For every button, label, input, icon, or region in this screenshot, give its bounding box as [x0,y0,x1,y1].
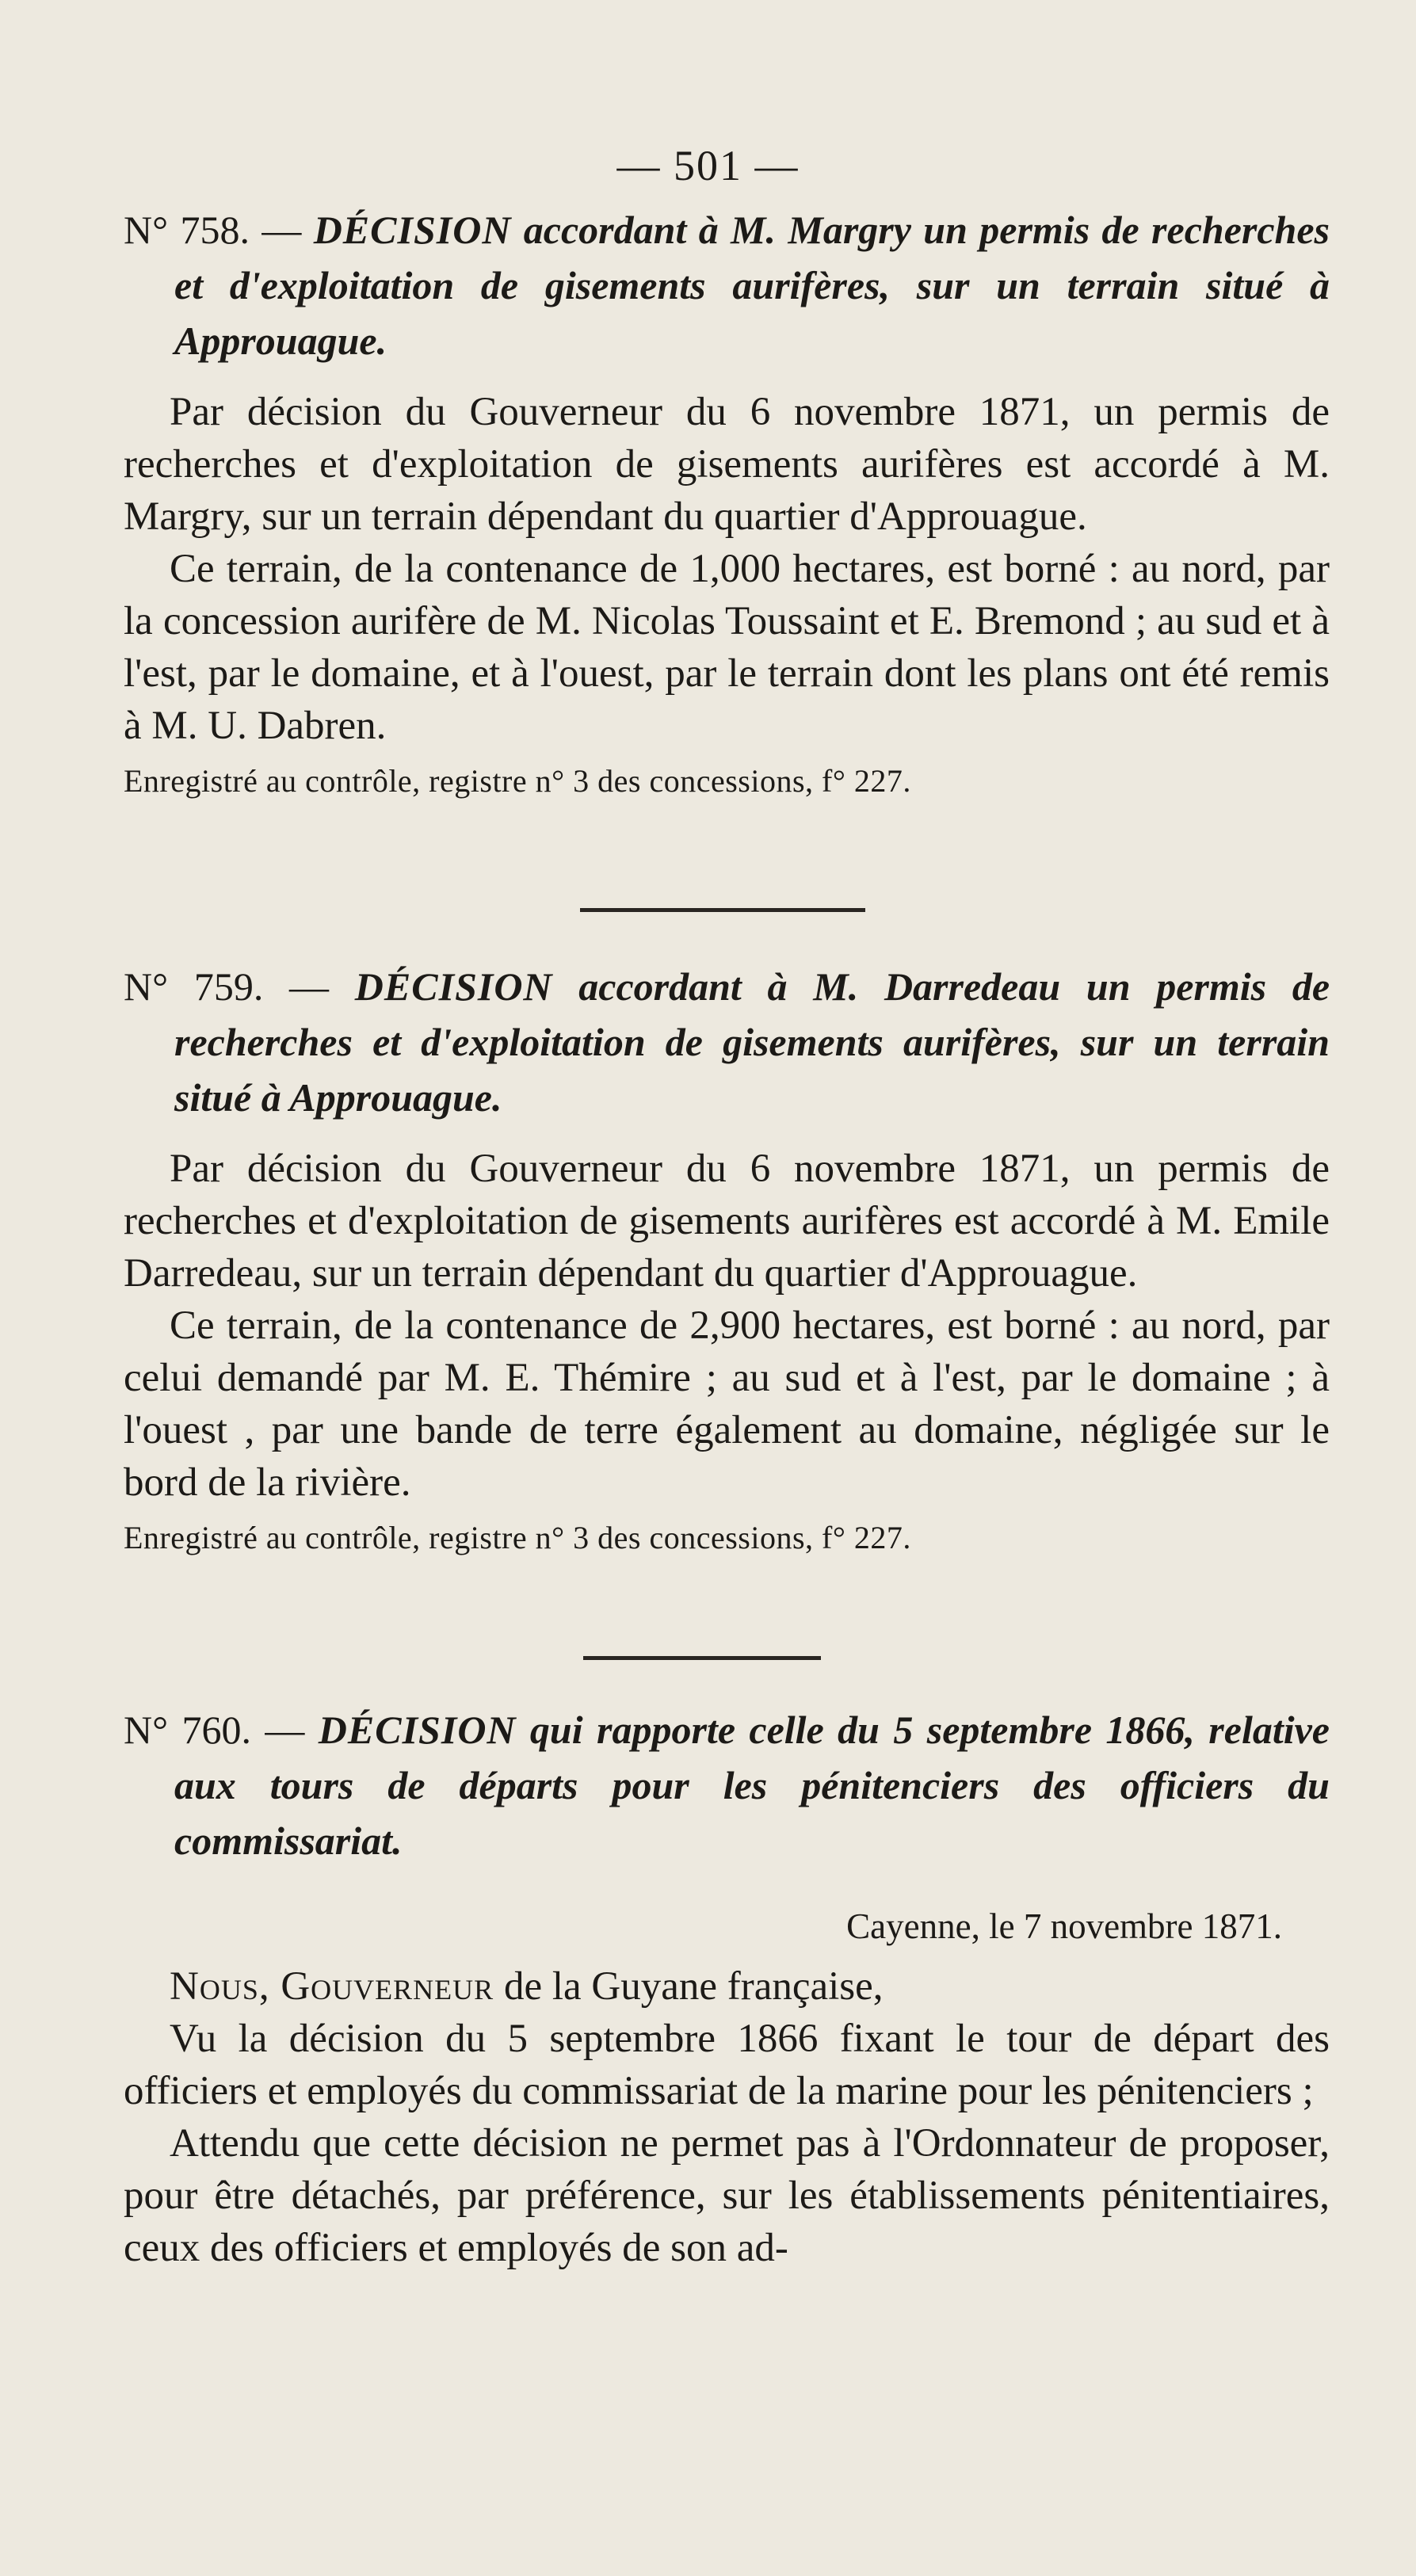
entry-label: DÉCISION [354,964,553,1009]
entry-number: N° 760. — [124,1708,305,1752]
entry-760 [124,1702,1330,2274]
entry-heading-text: qui rapporte celle du 5 septembre 1866, relative aux tours de départs pour les pénitenciers des officiers du commissariat. [174,1708,1330,1863]
entry-label: DÉCISION [318,1708,517,1752]
paragraph: Par décision du Gouverneur du 6 novembre 1871, un permis de recherches et d'exploitation de gisements aurifères est accordé à M. Emile Darredeau, sur un terrain dépendant du quartier d'Approuague. [124,1147,1330,1296]
dateline: Cayenne, le 7 novembre 1871. [846,1906,1282,1946]
entry-number: N° 759. — [124,964,330,1009]
entry-heading [124,959,1330,1125]
registration-note: Enregistré au contrôle, registre n° 3 des concessions, f° 227. [124,763,911,799]
entry-heading [124,1702,1330,1868]
entry-759 [124,959,1330,1561]
opening-line [124,1960,1330,2013]
paragraph: Par décision du Gouverneur du 6 novembre 1871, un permis de recherches et d'exploitation de gisements aurifères est accordé à M. Margry, sur un terrain dépendant du quartier d'Approuague. [124,390,1330,539]
paragraph: Ce terrain, de la contenance de 1,000 hectares, est borné : au nord, par la concession aurifère de M. Nicolas Toussaint et E. Bremond ; au sud et à l'est, par le domaine, et à l'ouest, par le terrain dont les plans ont été remis à M. U. Dabren. [124,547,1330,748]
entry-heading [124,202,1330,368]
section-divider [583,1656,821,1660]
registration-note: Enregistré au contrôle, registre n° 3 des concessions, f° 227. [124,1520,911,1555]
entry-label: DÉCISION [313,208,512,252]
entry-number: N° 758. — [124,208,302,252]
paragraph: Vu la décision du 5 septembre 1866 fixant le tour de départ des officiers et employés du commissariat de la marine pour les pénitenciers ; [124,2017,1330,2113]
entry-758 [124,202,1330,804]
section-divider [580,908,865,912]
page-number: — 501 — [616,142,800,189]
paragraph: Attendu que cette décision ne permet pas à l'Ordonnateur de proposer, pour être détachés, par préférence, sur les établissements pénitentiaires, ceux des officiers et employés de son ad- [124,2121,1330,2270]
paragraph: Ce terrain, de la contenance de 2,900 hectares, est borné : au nord, par celui demandé par M. E. Thémire ; au sud et à l'est, par le domaine ; à l'ouest , par une bande de terre également au domaine, négligée sur le bord de la rivière. [124,1303,1330,1505]
opening-rest: de la Guyane française, [503,1964,884,2009]
entry-heading-text: accordant à M. Darredeau un permis de recherches et d'exploitation de gisements aurifères, sur un terrain situé à Approuague. [174,964,1330,1120]
entry-heading-text: accordant à M. Margry un permis de recherches et d'exploitation de gisements aurifères, sur un terrain situé à Approuague. [174,208,1330,363]
opening-caps: Nous, Gouverneur [170,1964,494,2009]
